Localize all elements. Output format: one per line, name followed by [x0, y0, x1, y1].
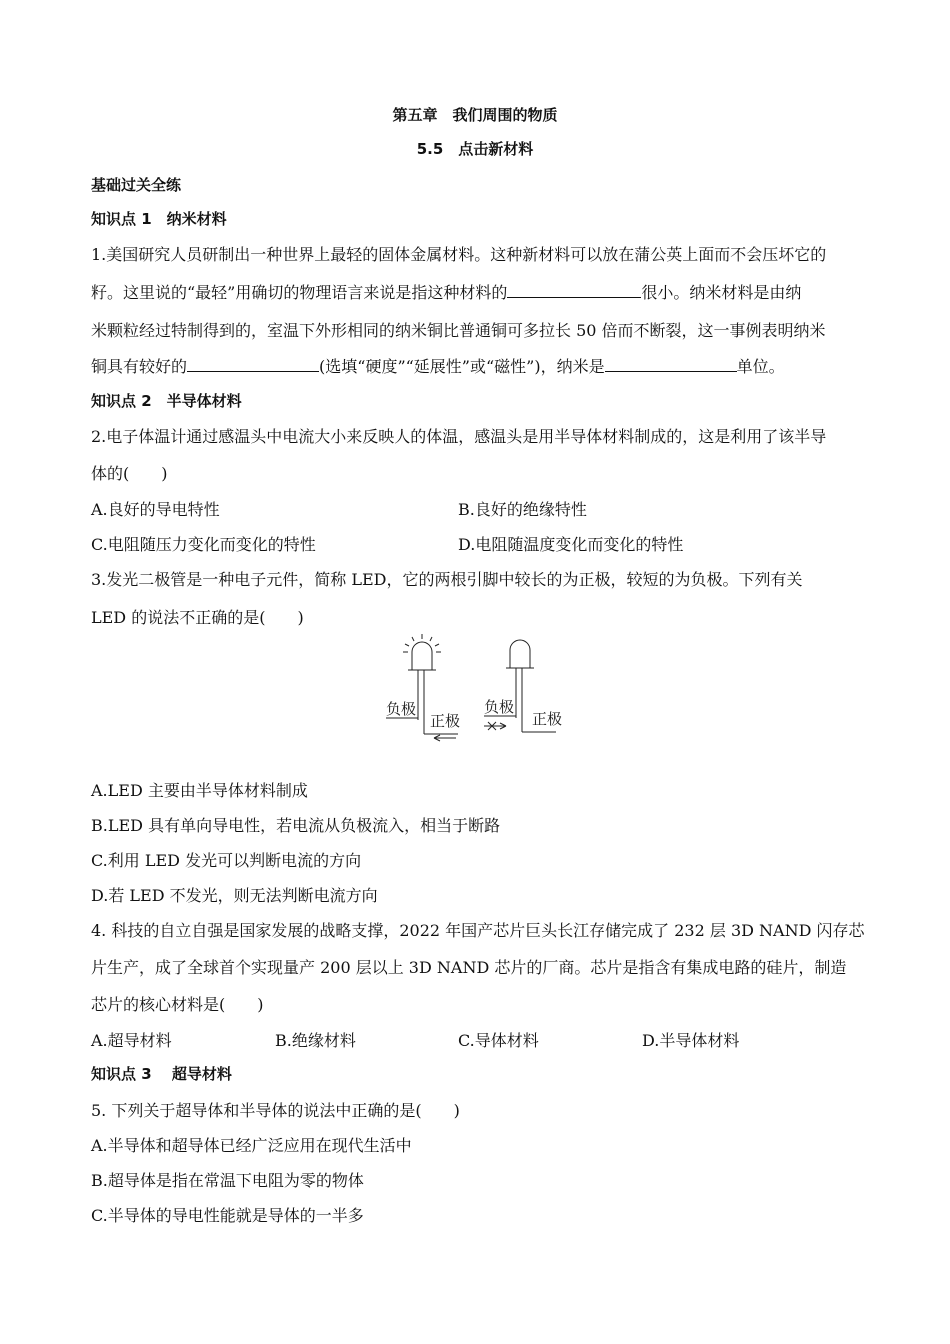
q3-line-1: 3.发光二极管是一种电子元件，简称 LED，它的两根引脚中较长的为正极，较短的为负极。下列有关	[91, 570, 803, 589]
q1-line-2a: 籽。这里说的“最轻”用确切的物理语言来说是指这种材料的	[91, 283, 508, 302]
section-title: 5.5 点击新材料	[416, 140, 534, 158]
q5-line-1: 5. 下列关于超导体和半导体的说法中正确的是( )	[91, 1101, 460, 1120]
q3-option-d[interactable]: D.若 LED 不发光，则无法判断电流方向	[91, 886, 378, 905]
q1-line-2b: 很小。纳米材料是由纳	[641, 283, 802, 302]
q1-blank-3[interactable]	[605, 357, 737, 372]
knowledge-point-3: 知识点 3 超导材料	[91, 1065, 232, 1083]
q3-option-b[interactable]: B.LED 具有单向导电性，若电流从负极流入，相当于断路	[91, 816, 501, 835]
knowledge-point-2: 知识点 2 半导体材料	[91, 392, 242, 410]
q4-option-d[interactable]: D.半导体材料	[642, 1031, 740, 1050]
q4-option-a[interactable]: A.超导材料	[91, 1031, 172, 1050]
q2-line-2: 体的( )	[91, 464, 168, 483]
q2-option-d[interactable]: D.电阻随温度变化而变化的特性	[458, 535, 684, 554]
label-neg-right: 负极	[484, 698, 515, 716]
q5-option-a[interactable]: A.半导体和超导体已经广泛应用在现代生活中	[91, 1136, 412, 1155]
q1-line-4b: (选填“硬度”“延展性”或“磁性”)，纳米是	[319, 357, 605, 376]
q1-line-1: 1.美国研究人员研制出一种世界上最轻的固体金属材料。这种新材料可以放在蒲公英上面而不会压坏它的	[91, 245, 827, 264]
q1-line-4	[91, 354, 785, 377]
knowledge-point-1: 知识点 1 纳米材料	[91, 210, 227, 228]
q1-line-4c: 单位。	[736, 357, 785, 376]
chapter-title: 第五章 我们周围的物质	[392, 106, 558, 124]
q1-line-2	[91, 280, 801, 303]
q4-option-c[interactable]: C.导体材料	[458, 1031, 539, 1050]
q1-blank-1[interactable]	[507, 283, 641, 298]
q5-option-b[interactable]: B.超导体是指在常温下电阻为零的物体	[91, 1171, 364, 1190]
q3-line-2: LED 的说法不正确的是( )	[91, 608, 304, 627]
q4-line-3: 芯片的核心材料是( )	[91, 995, 264, 1014]
q1-line-3: 米颗粒经过特制得到的，室温下外形相同的纳米铜比普通铜可多拉长 50 倍而不断裂，这一事例表明纳米	[91, 321, 826, 340]
label-neg-left: 负极	[386, 700, 417, 718]
q5-option-c[interactable]: C.半导体的导电性能就是导体的一半多	[91, 1206, 364, 1225]
q2-option-a[interactable]: A.良好的导电特性	[91, 500, 220, 519]
q2-option-b[interactable]: B.良好的绝缘特性	[458, 500, 587, 519]
q4-line-1: 4. 科技的自立自强是国家发展的战略支撑，2022 年国产芯片巨头长江存储完成了 232 层 3D NAND 闪存芯	[91, 921, 865, 940]
q2-option-c[interactable]: C.电阻随压力变化而变化的特性	[91, 535, 316, 554]
q3-option-a[interactable]: A.LED 主要由半导体材料制成	[91, 781, 308, 800]
label-pos-left: 正极	[430, 712, 461, 730]
led-diagram	[380, 632, 580, 744]
q1-blank-2[interactable]	[187, 357, 319, 372]
q4-line-2: 片生产，成了全球首个实现量产 200 层以上 3D NAND 芯片的厂商。芯片是指含有集成电路的硅片，制造	[91, 958, 847, 977]
q1-line-4a: 铜具有较好的	[91, 357, 188, 376]
q3-option-c[interactable]: C.利用 LED 发光可以判断电流的方向	[91, 851, 362, 870]
q4-option-b[interactable]: B.绝缘材料	[275, 1031, 356, 1050]
label-pos-right: 正极	[532, 710, 563, 728]
practice-heading: 基础过关全练	[91, 176, 182, 194]
q2-line-1: 2.电子体温计通过感温头中电流大小来反映人的体温，感温头是用半导体材料制成的，这是利用了该半导	[91, 427, 827, 446]
